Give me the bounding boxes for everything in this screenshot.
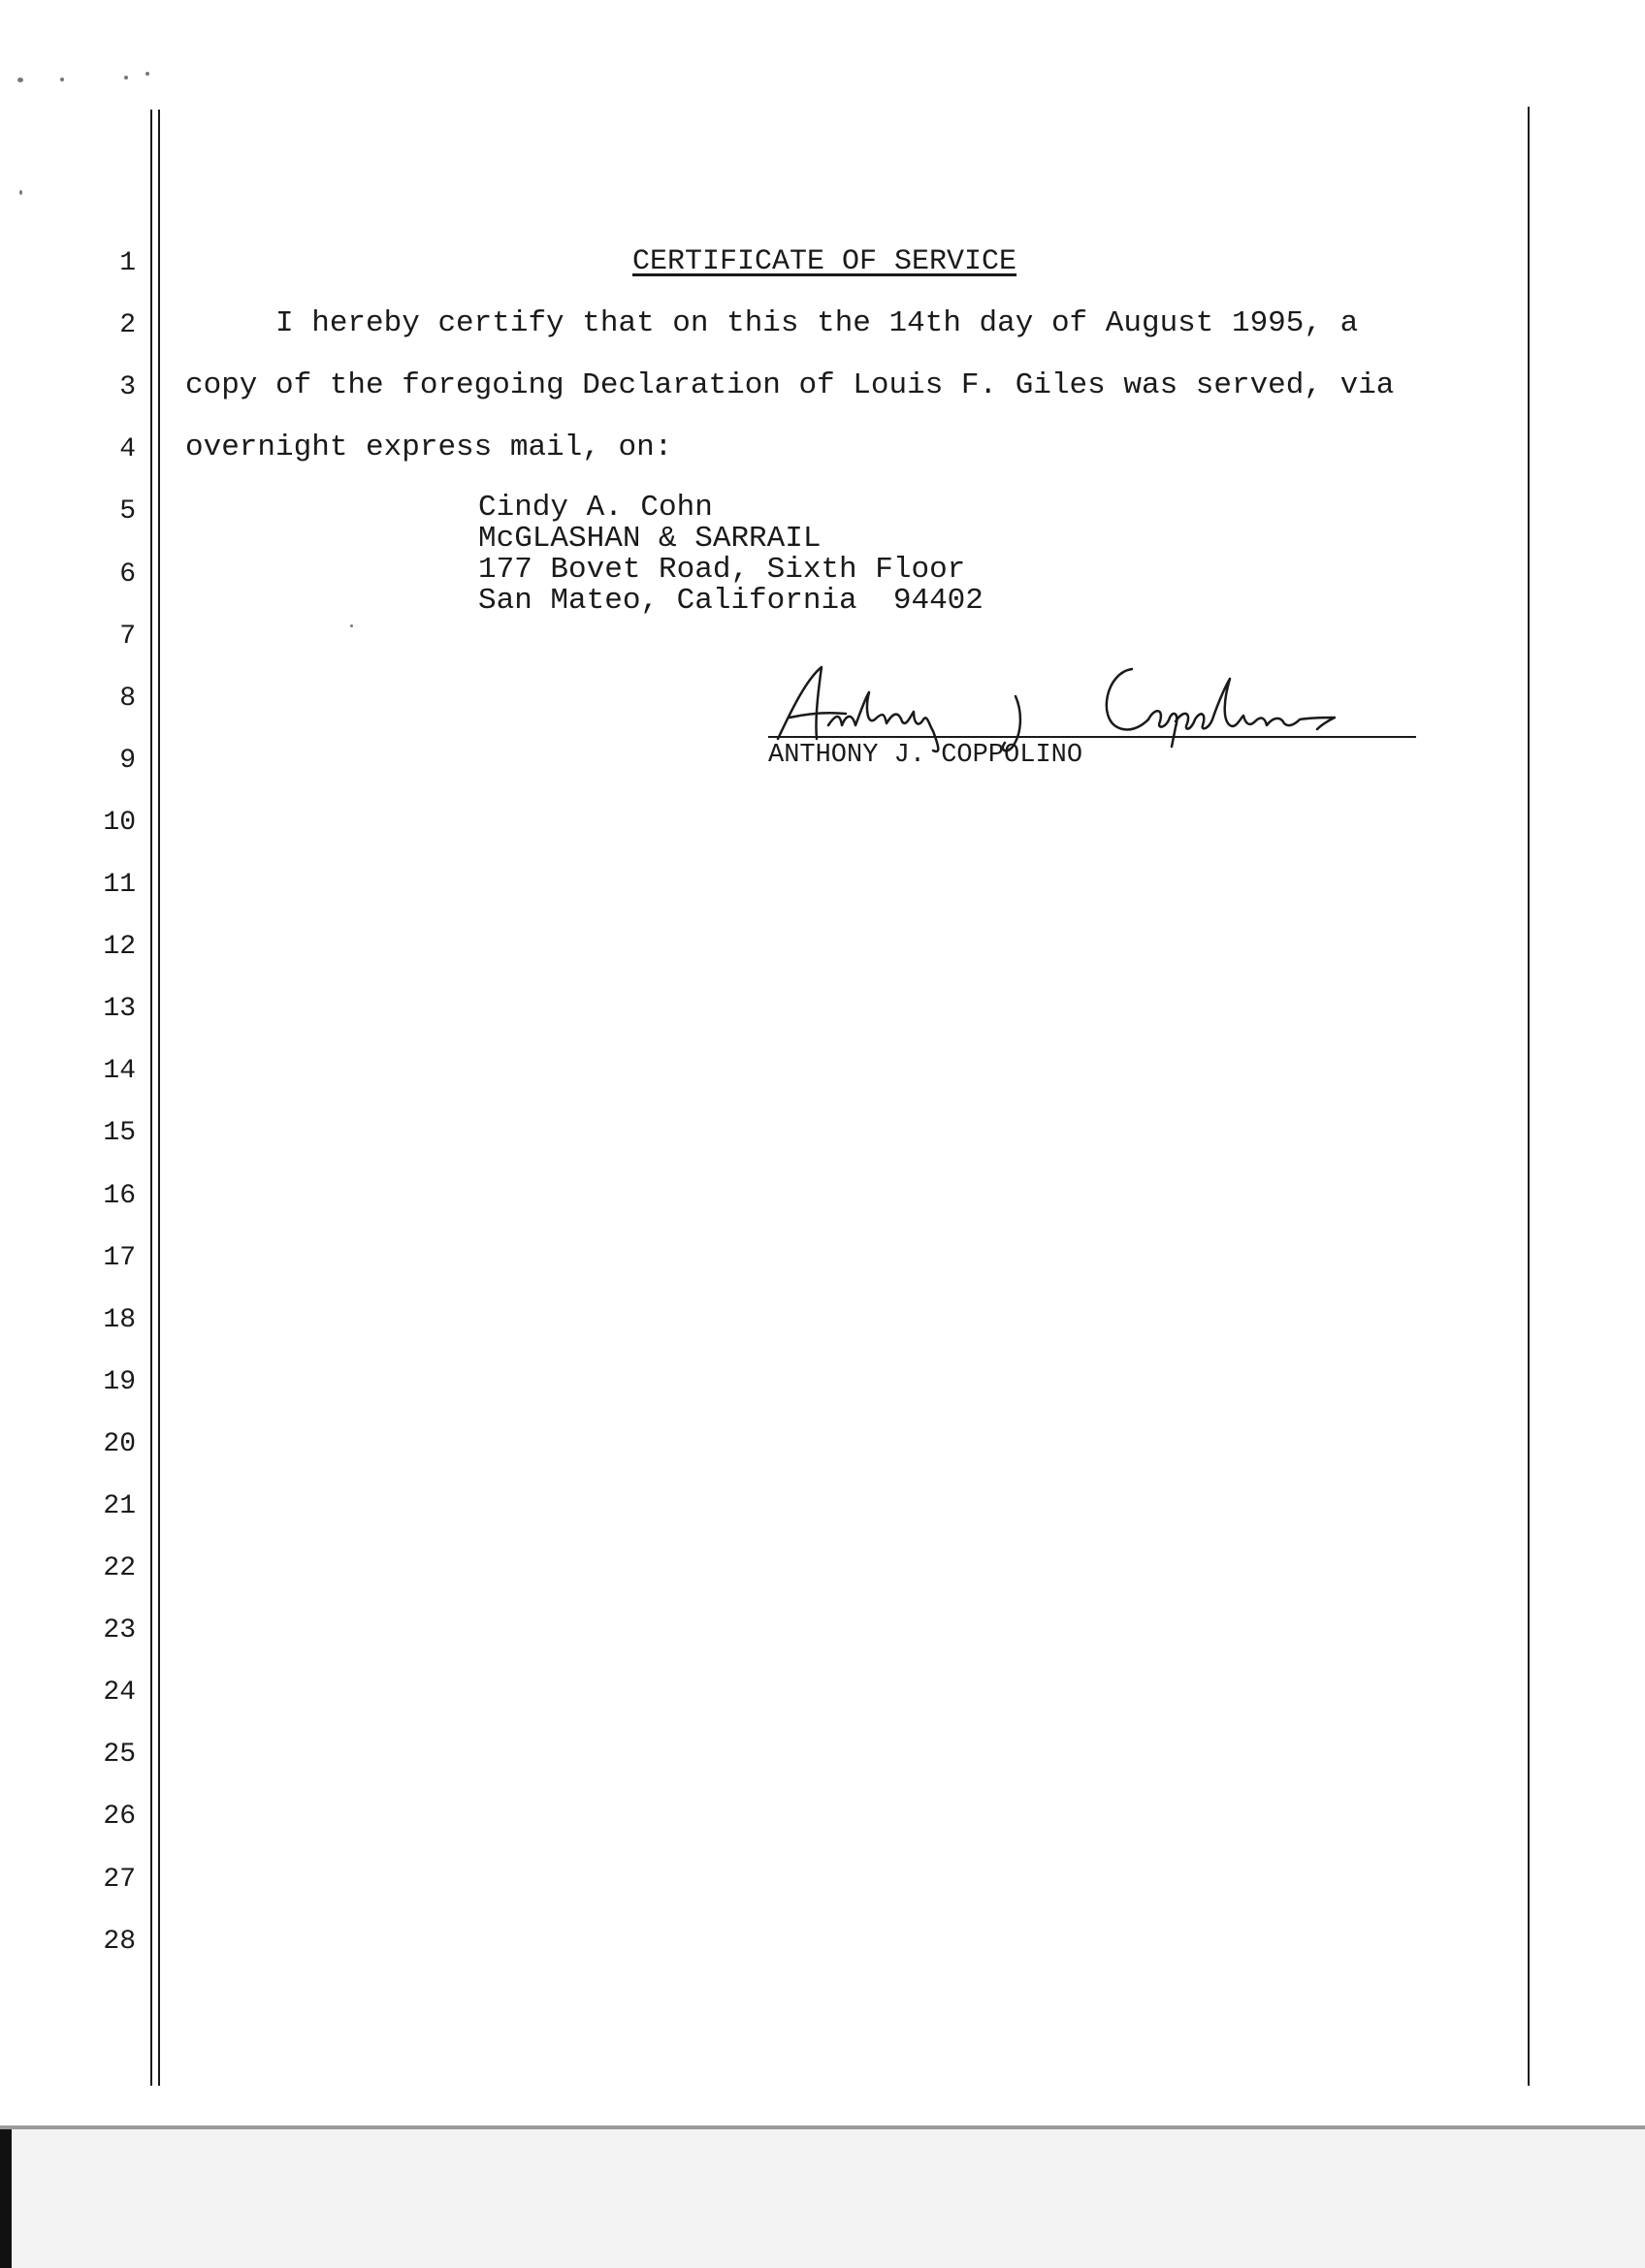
- line-number: 2: [119, 310, 136, 340]
- line-number: 1: [119, 248, 136, 278]
- left-margin-rule-inner: [158, 110, 160, 2086]
- line-number: 8: [119, 684, 136, 714]
- line-number: 14: [103, 1056, 136, 1086]
- line-number: 4: [119, 434, 136, 464]
- line-number: 10: [103, 808, 136, 838]
- body-line-3: overnight express mail, on:: [185, 431, 673, 464]
- scan-speck: [60, 78, 64, 81]
- body-line-2: copy of the foregoing Declaration of Louis F. Giles was served, via: [185, 368, 1395, 402]
- line-number: 3: [119, 372, 136, 402]
- line-number: 19: [103, 1367, 136, 1397]
- scan-speck: [145, 72, 149, 76]
- signer-printed-name: ANTHONY J. COPPOLINO: [768, 741, 1083, 770]
- line-number: 16: [103, 1181, 136, 1211]
- left-margin-rule-outer: [150, 110, 152, 2086]
- body-line-1: I hereby certify that on this the 14th day of August 1995, a: [185, 306, 1359, 340]
- line-number: 13: [103, 994, 136, 1024]
- line-number: 9: [119, 746, 136, 776]
- document-title: CERTIFICATE OF SERVICE: [632, 245, 1017, 278]
- line-number: 17: [103, 1243, 136, 1273]
- line-number: 11: [103, 870, 136, 900]
- address-street: 177 Bovet Road, Sixth Floor: [478, 553, 966, 587]
- address-firm: McGLASHAN & SARRAIL: [478, 522, 822, 556]
- line-number: 24: [103, 1677, 136, 1708]
- line-number: 12: [103, 932, 136, 962]
- line-number: 28: [103, 1927, 136, 1957]
- address-name: Cindy A. Cohn: [478, 491, 713, 525]
- line-number: 21: [103, 1491, 136, 1521]
- signature-line: [768, 736, 1416, 738]
- scan-shadow: [0, 2129, 12, 2268]
- line-number: 23: [103, 1615, 136, 1645]
- scan-speck: [350, 624, 353, 627]
- line-number: 22: [103, 1553, 136, 1583]
- right-margin-rule: [1528, 107, 1530, 2086]
- line-number: 26: [103, 1802, 136, 1832]
- line-number: 15: [103, 1118, 136, 1148]
- scan-page-edge: [0, 2125, 1645, 2129]
- line-number: 27: [103, 1865, 136, 1895]
- address-city: San Mateo, California 94402: [478, 584, 984, 618]
- line-number: 18: [103, 1305, 136, 1335]
- line-number: 25: [103, 1740, 136, 1770]
- scan-speck: [17, 78, 23, 82]
- line-number: 20: [103, 1429, 136, 1459]
- line-number: 7: [119, 622, 136, 652]
- scan-speck: [124, 76, 128, 80]
- scan-speck: [19, 190, 22, 195]
- line-number: 5: [119, 496, 136, 527]
- line-number: 6: [119, 559, 136, 590]
